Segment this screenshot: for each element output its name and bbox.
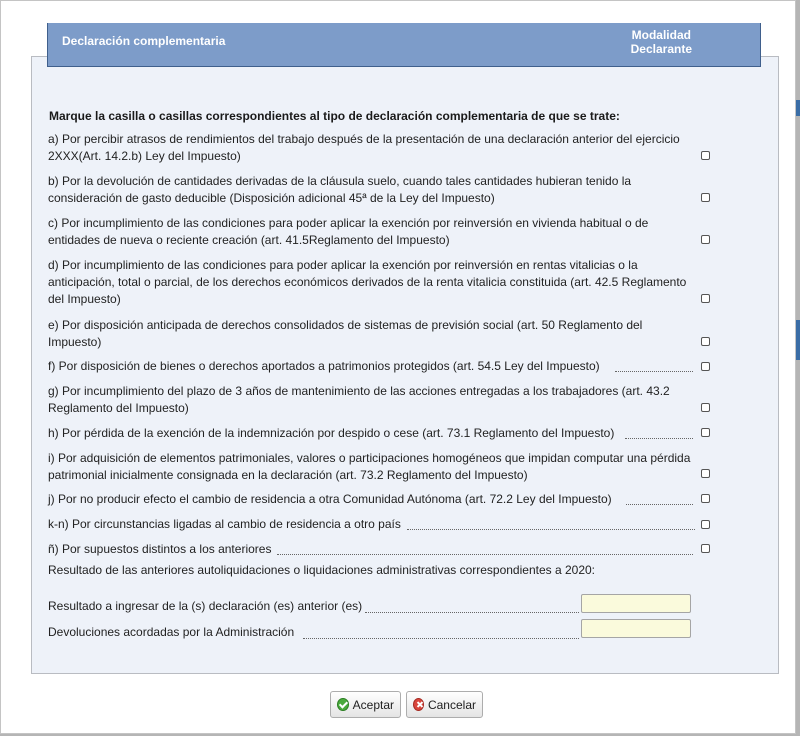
option-c [48,215,698,249]
accept-button[interactable] [330,691,401,718]
option-e-label: e) Por disposición anticipada de derechos consolidados de sistemas de previsión social (art. 50 Reglamento del Impuesto) [48,318,643,349]
option-h-checkbox[interactable] [701,428,710,437]
background-edge-mark [796,320,800,360]
option-d-checkbox[interactable] [701,294,710,303]
option-c-label: c) Por incumplimiento de las condiciones para poder aplicar la exención por reinversión en vivienda habitual o de entidades de nueva o reciente creación (art. 41.5Reglamento del Impuesto) [48,216,649,247]
option-k-n-leader [407,529,695,530]
option-d-label: d) Por incumplimiento de las condiciones para poder aplicar la exención por reinversión en rentas vitalicias o la anticipación, total o parcial, de los derechos económicos derivados de la renta vitalicia constituida (art. 42.5 Reglamento del Impuesto) [48,258,687,306]
option-h [48,425,698,442]
option-g-checkbox[interactable] [701,403,710,412]
refunds-input[interactable] [581,619,691,638]
option-g-label: g) Por incumplimiento del plazo de 3 años de mantenimiento de las acciones entregadas a los trabajadores (art. 43.2 Reglamento del Impuesto) [48,384,670,415]
option-k-n-label: k-n) Por circunstancias ligadas al cambio de residencia a otro país [48,517,401,531]
option-h-label: h) Por pérdida de la exención de la indemnización por despido o cese (art. 73.1 Reglamento del Impuesto) [48,426,615,440]
cancel-icon [413,698,424,711]
option-a [48,131,698,165]
option-k-n-checkbox[interactable] [701,520,710,529]
option-b [48,173,698,207]
background-edge-mark [796,100,800,116]
option-enye [48,541,698,558]
option-i-checkbox[interactable] [701,469,710,478]
field1-leader [365,612,579,613]
header-modalidad-line1: Modalidad [631,28,691,42]
field2-label: Devoluciones acordadas por la Administración [48,625,295,639]
cancel-button-label: Cancelar [427,697,476,712]
instructions: Marque la casilla o casillas correspondientes al tipo de declaración complementaria de que se trate: [49,109,620,123]
option-b-checkbox[interactable] [701,193,710,202]
option-a-label: a) Por percibir atrasos de rendimientos del trabajo después de la presentación de una declaración anterior del ejercicio 2XXX(Art. 14.2.b) Ley del Impuesto) [48,132,680,163]
option-enye-label: ñ) Por supuestos distintos a los anteriores [48,542,272,556]
option-d [48,257,698,308]
option-f [48,358,698,375]
option-i [48,450,698,484]
option-i-label: i) Por adquisición de elementos patrimoniales, valores o participaciones homogéneos que impidan computar una pérdida patrimonial inicialmente consignada en la declaración (art. 73.2 Reglamento del Impuesto) [48,451,691,482]
option-j-leader [626,504,693,505]
option-enye-leader [277,554,693,555]
option-j [48,491,698,508]
section-header [47,23,761,67]
results-title: Resultado de las anteriores autoliquidaciones o liquidaciones administrativas correspondientes a 2020: [48,563,596,577]
cancel-button[interactable] [406,691,483,718]
field2-leader [303,638,579,639]
header-modalidad [631,28,692,56]
option-e [48,317,698,351]
option-j-label: j) Por no producir efecto el cambio de residencia a otra Comunidad Autónoma (art. 72.2 Ley del Impuesto) [48,492,612,506]
header-title: Declaración complementaria [62,34,226,48]
option-g [48,383,698,417]
option-h-leader [625,438,693,439]
option-e-checkbox[interactable] [701,337,710,346]
check-icon [337,698,349,711]
option-k-n [48,516,698,533]
option-a-checkbox[interactable] [701,151,710,160]
field1-label: Resultado a ingresar de la (s) declaración (es) anterior (es) [48,599,363,613]
previous-result-input[interactable] [581,594,691,613]
option-f-leader [615,371,693,372]
option-f-label: f) Por disposición de bienes o derechos aportados a patrimonios protegidos (art. 54.5 Ley del Impuesto) [48,359,600,373]
option-b-label: b) Por la devolución de cantidades derivadas de la cláusula suelo, cuando tales cantidades hubieran tenido la consideración de gasto deducible (Disposición adicional 45ª de la Ley del Impuesto) [48,174,632,205]
header-modalidad-line2: Declarante [630,42,692,56]
option-j-checkbox[interactable] [701,494,710,503]
accept-button-label: Aceptar [352,697,394,712]
option-enye-checkbox[interactable] [701,544,710,553]
option-f-checkbox[interactable] [701,362,710,371]
option-c-checkbox[interactable] [701,235,710,244]
